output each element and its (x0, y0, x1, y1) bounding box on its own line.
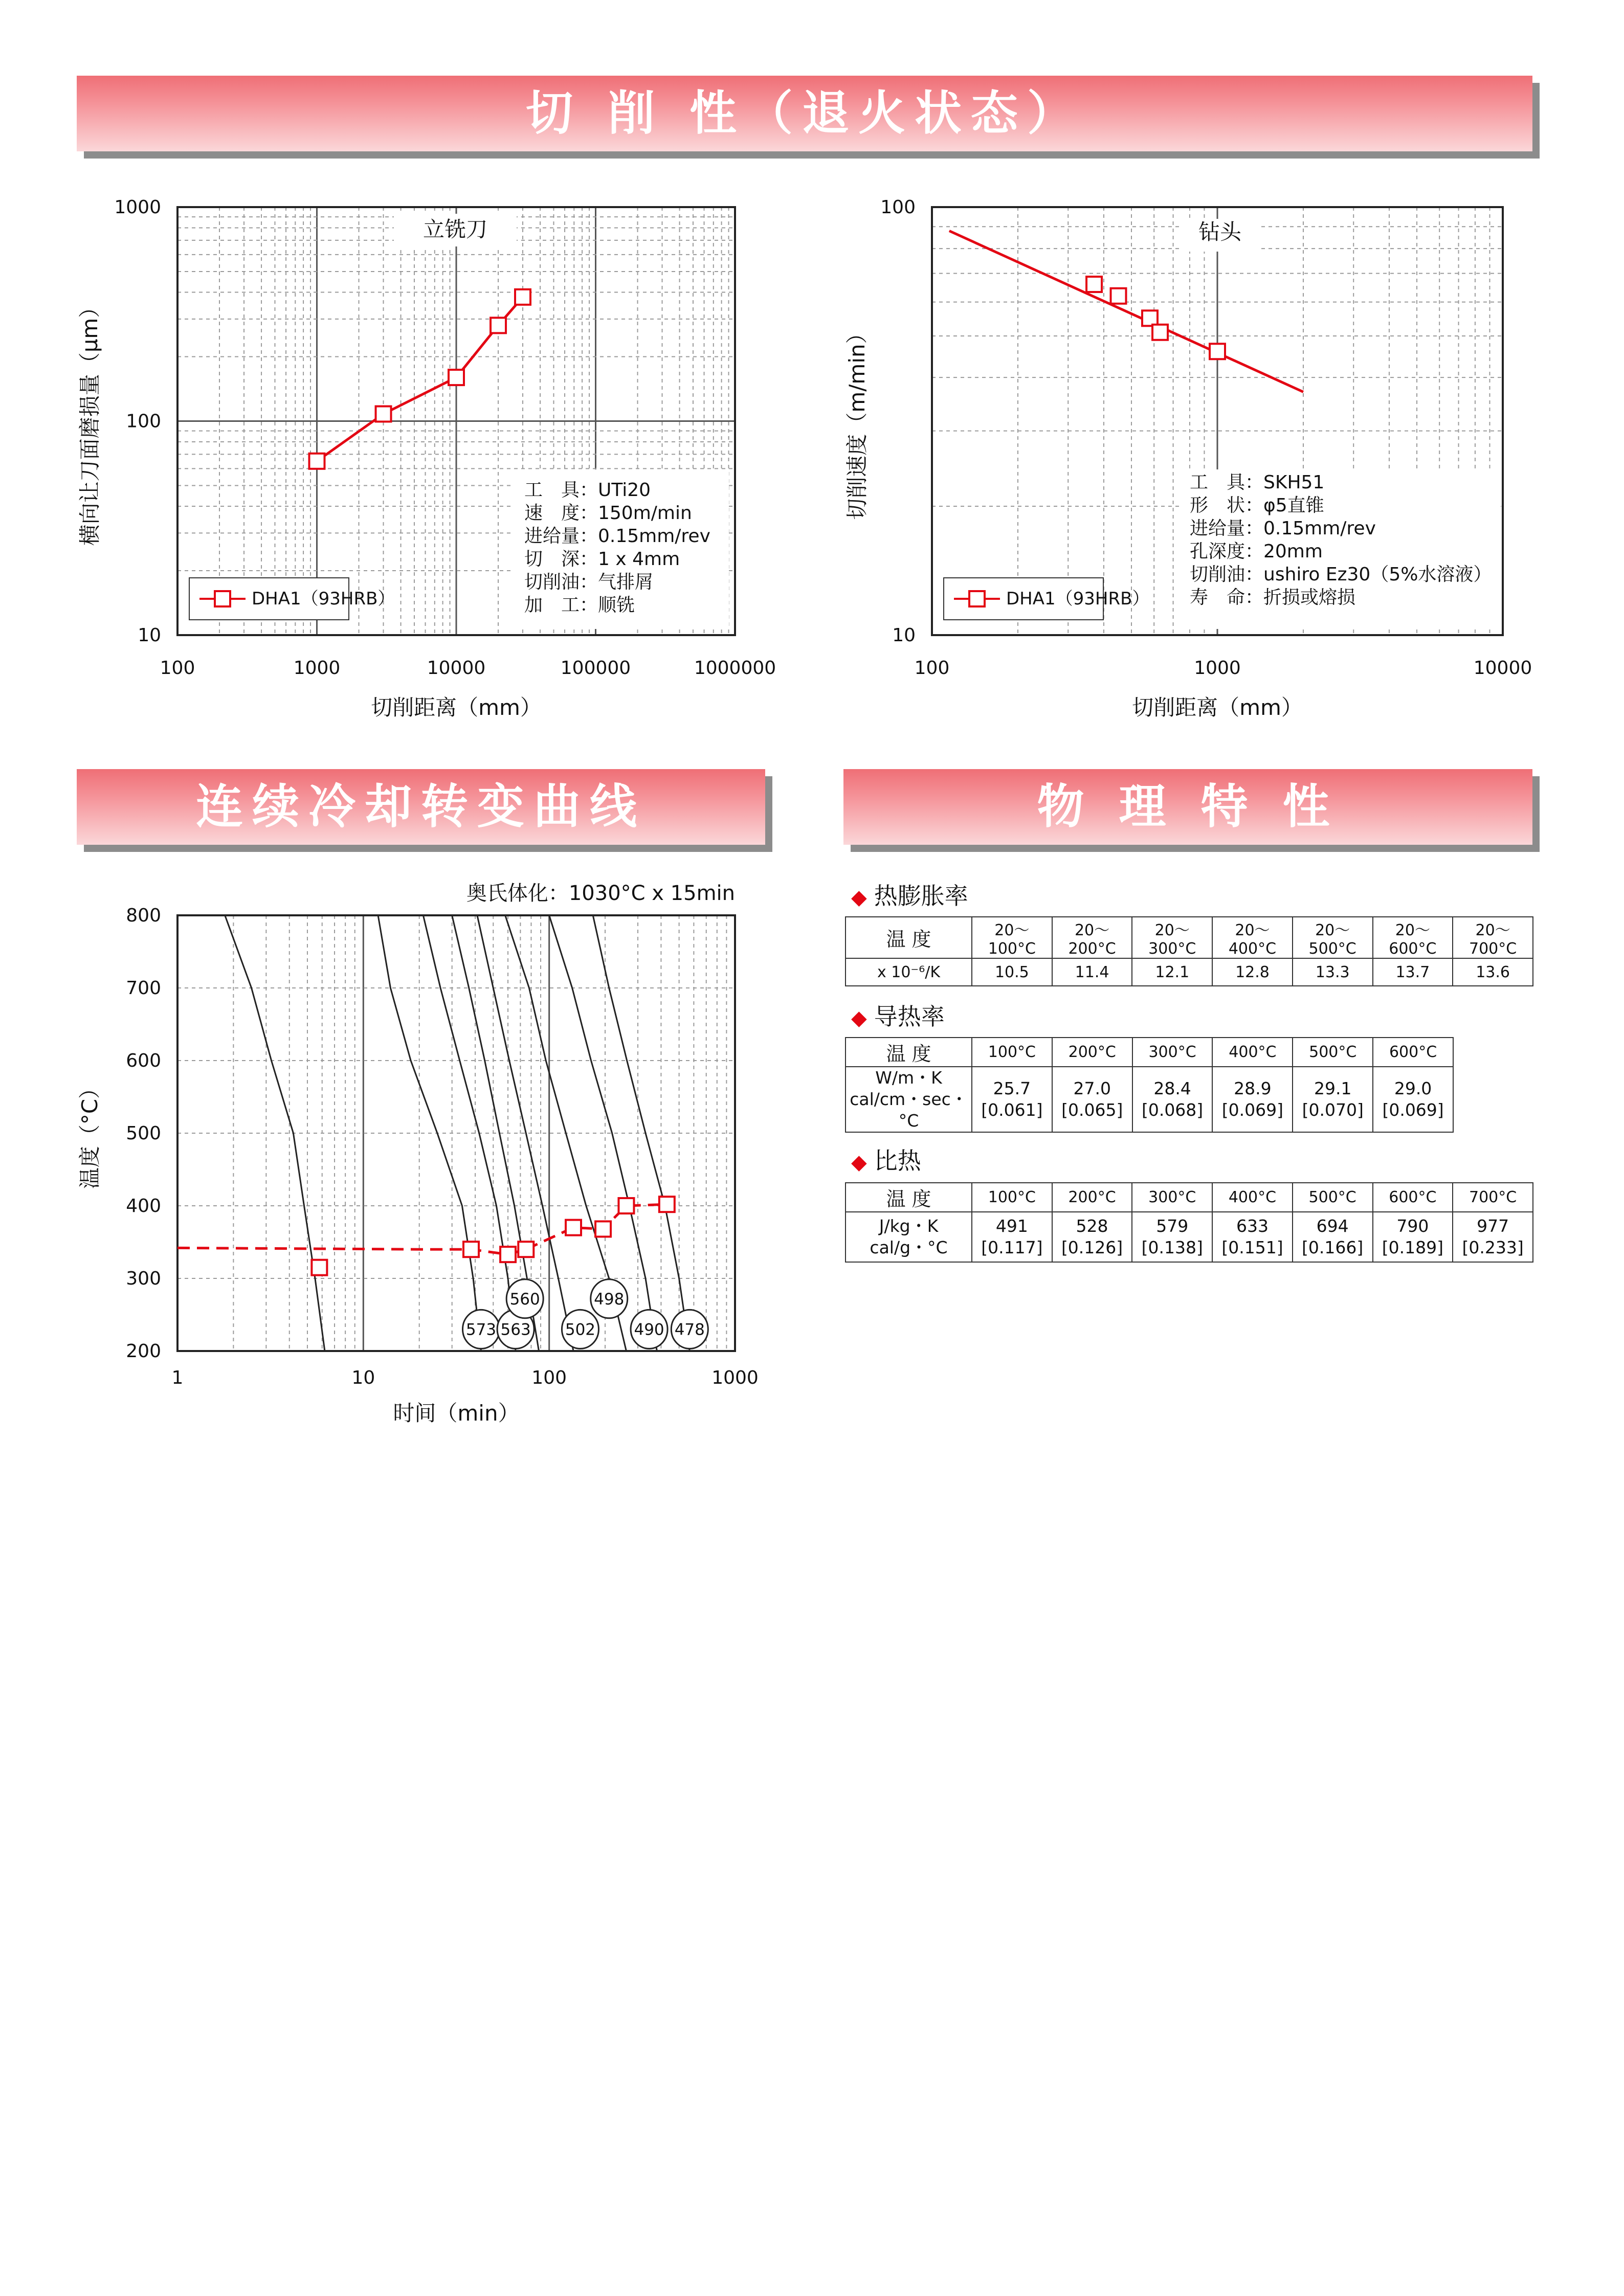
value-cell: 491 [0.117] (972, 1212, 1052, 1262)
chart-annotation: 加 工：顺铣 (524, 595, 635, 616)
x-tick-label: 100 (160, 658, 195, 679)
hardness-value: 560 (509, 1290, 540, 1309)
y-tick-label: 500 (126, 1123, 161, 1144)
legend-label: DHA1（93HRB） (1006, 589, 1150, 609)
unit-primary: J/kg・K (879, 1216, 939, 1236)
data-point-marker (463, 1242, 479, 1257)
header-label: 温 度 (846, 1183, 972, 1212)
unit-secondary: cal/cm・sec・°C (850, 1089, 968, 1131)
value-cell: 29.0 [0.069] (1373, 1067, 1453, 1132)
value-cell: 977 [0.233] (1453, 1212, 1533, 1262)
thermal-expansion-title: 热膨胀率 (874, 882, 968, 910)
chart-annotation: 切 深：1 x 4mm (524, 549, 680, 570)
chart-annotation: 形 状：φ5直锥 (1190, 495, 1324, 516)
chart-annotation: 速 度：150m/min (524, 503, 692, 524)
data-point-marker (659, 1197, 675, 1212)
x-tick-label: 10 (351, 1367, 375, 1388)
y-axis-label: 横向让刀面磨损量（μm） (77, 296, 102, 546)
legend-label: DHA1（93HRB） (252, 589, 395, 609)
col-header: 20～400°C (1212, 917, 1293, 958)
value-cell: 633 [0.151] (1212, 1212, 1293, 1262)
thermal-expansion-heading (851, 877, 968, 911)
x-tick-label: 10000 (1473, 658, 1532, 679)
value-cell: 13.6 (1453, 958, 1533, 986)
x-tick-label: 1000 (293, 658, 341, 679)
value-cell: 28.4 [0.068] (1132, 1067, 1213, 1132)
y-tick-label: 800 (126, 905, 161, 926)
data-point-marker (312, 1260, 327, 1275)
unit-cell: x 10⁻⁶/K (846, 958, 972, 986)
chart-title: 立铣刀 (422, 217, 488, 242)
col-header: 200°C (1052, 1183, 1132, 1212)
x-tick-label: 10000 (427, 658, 486, 679)
value-cell: 28.9 [0.069] (1212, 1067, 1293, 1132)
col-header: 20～200°C (1052, 917, 1132, 958)
header-label: 温 度 (846, 1038, 972, 1067)
data-point-marker (595, 1221, 611, 1236)
col-header: 500°C (1293, 1038, 1373, 1067)
hardness-value: 490 (634, 1320, 664, 1339)
x-axis-label: 时间（min） (393, 1401, 520, 1426)
x-tick-label: 1000 (1194, 658, 1241, 679)
col-header: 100°C (972, 1183, 1052, 1212)
hardness-value: 563 (500, 1320, 531, 1339)
value-cell: 790 [0.189] (1373, 1212, 1453, 1262)
hardness-value: 478 (674, 1320, 705, 1339)
diamond-icon: ◆ (851, 1006, 867, 1030)
unit-cell (846, 1212, 972, 1262)
value-cell: 25.7 [0.061] (972, 1067, 1052, 1132)
thermal-conductivity-table (845, 1037, 1454, 1133)
col-header: 20～100°C (972, 917, 1052, 958)
y-tick-label: 100 (126, 411, 161, 432)
physical-title: 物 理 特 性 (1037, 779, 1339, 834)
chart-annotation: 进给量：0.15mm/rev (524, 526, 710, 547)
y-tick-label: 300 (126, 1268, 161, 1289)
col-header: 600°C (1373, 1038, 1453, 1067)
value-cell: 694 [0.166] (1293, 1212, 1373, 1262)
y-axis-label: 温度（°C） (77, 1077, 102, 1189)
data-point-marker (518, 1242, 533, 1257)
data-point-marker (500, 1247, 516, 1262)
chart-annotation: 工 具：UTi20 (524, 480, 651, 501)
unit-cell (846, 1067, 972, 1132)
y-tick-label: 100 (880, 197, 916, 218)
value-cell: 11.4 (1052, 958, 1132, 986)
thermal-conductivity-title: 导热率 (874, 1003, 945, 1030)
col-header: 700°C (1453, 1183, 1533, 1212)
value-cell: 528 [0.126] (1052, 1212, 1132, 1262)
y-tick-label: 10 (892, 625, 916, 646)
col-header: 20～600°C (1373, 917, 1453, 958)
chart-annotation: 进给量：0.15mm/rev (1190, 518, 1376, 539)
data-point-marker (618, 1198, 634, 1213)
col-header: 20～700°C (1453, 917, 1533, 958)
y-tick-label: 1000 (114, 197, 161, 218)
chart-annotation: 孔深度：20mm (1190, 541, 1323, 562)
y-tick-label: 10 (138, 625, 161, 646)
col-header: 300°C (1132, 1038, 1213, 1067)
hardness-value: 502 (565, 1320, 596, 1339)
unit-primary: W/m・K (875, 1068, 942, 1088)
x-axis-label: 切削距离（mm） (1132, 695, 1303, 720)
chart-title: 钻头 (1198, 219, 1242, 244)
value-cell: 13.7 (1373, 958, 1453, 986)
chart-annotation: 寿 命：折损或熔损 (1190, 587, 1356, 608)
header-label: 温 度 (846, 917, 972, 958)
machinability-title: 切 削 性（退火状态） (525, 86, 1084, 141)
y-tick-label: 200 (126, 1341, 161, 1362)
col-header: 600°C (1373, 1183, 1453, 1212)
x-tick-label: 1000 (711, 1367, 759, 1388)
data-point-marker (566, 1220, 581, 1235)
col-header: 200°C (1052, 1038, 1132, 1067)
y-tick-label: 400 (126, 1196, 161, 1217)
specific-heat-heading (851, 1142, 921, 1176)
specific-heat-table (845, 1182, 1533, 1263)
y-axis-label: 切削速度（m/min） (844, 322, 870, 520)
value-cell: 27.0 [0.065] (1052, 1067, 1132, 1132)
col-header: 20～500°C (1293, 917, 1373, 958)
thermal-expansion-table (845, 916, 1533, 986)
value-cell: 579 [0.138] (1132, 1212, 1212, 1262)
y-tick-label: 700 (126, 978, 161, 999)
col-header: 100°C (972, 1038, 1052, 1067)
col-header: 20～300°C (1132, 917, 1212, 958)
hardness-value: 498 (594, 1290, 625, 1309)
value-cell: 29.1 [0.070] (1293, 1067, 1373, 1132)
chart-title: 奥氏体化：1030°C x 15min (466, 882, 735, 905)
x-tick-label: 1000000 (694, 658, 776, 679)
cct-title: 连续冷却转变曲线 (195, 779, 646, 834)
x-tick-label: 100000 (560, 658, 631, 679)
value-cell: 13.3 (1293, 958, 1373, 986)
specific-heat-title: 比热 (874, 1147, 921, 1175)
chart-annotation: 切削油：ushiro Ez30（5%水溶液） (1190, 564, 1492, 585)
chart-annotation: 工 具：SKH51 (1190, 472, 1325, 493)
unit-secondary: cal/g・°C (870, 1237, 948, 1257)
value-cell: 10.5 (972, 958, 1052, 986)
x-tick-label: 1 (171, 1367, 184, 1388)
col-header: 400°C (1212, 1183, 1293, 1212)
thermal-conductivity-heading (851, 998, 945, 1032)
x-tick-label: 100 (531, 1367, 567, 1388)
value-cell: 12.8 (1212, 958, 1293, 986)
diamond-icon: ◆ (851, 886, 867, 909)
hardness-value: 573 (465, 1320, 497, 1339)
col-header: 400°C (1212, 1038, 1293, 1067)
chart-annotation: 切削油：气排屑 (524, 572, 654, 593)
diamond-icon: ◆ (851, 1151, 867, 1174)
col-header: 300°C (1132, 1183, 1212, 1212)
x-tick-label: 100 (914, 658, 950, 679)
col-header: 500°C (1293, 1183, 1373, 1212)
x-axis-label: 切削距离（mm） (371, 695, 542, 720)
value-cell: 12.1 (1132, 958, 1212, 986)
y-tick-label: 600 (126, 1050, 161, 1071)
